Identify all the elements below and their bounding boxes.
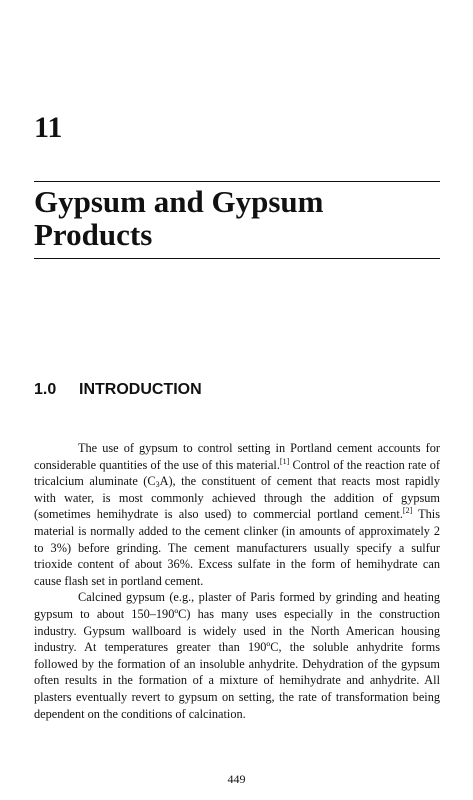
- body-text: [34, 440, 440, 722]
- title-rule-bottom: [34, 258, 440, 259]
- chapter-title: Gypsum and Gypsum Products: [34, 184, 324, 252]
- reference-2[interactable]: [2]: [402, 506, 413, 516]
- paragraph-1: [34, 440, 440, 589]
- p1-sentence-2b: A), the constituent of cement that reacts most rapidly with water, is most commonly achieved through the addition of gypsum (sometimes hemihydrate is also used) to commercial portland cement.: [34, 474, 440, 522]
- paragraph-2: Calcined gypsum (e.g., plaster of Paris formed by grinding and heating gypsum to about 150–190ºC) has many uses especially in the construction industry. Gypsum wallboard is widely used in the North American housing industry. At temperatures greater than 190ºC, the soluble anhydrite forms followed by the formation of an insoluble anhydrite. Dehydration of the gypsum often results in the formation of a mixture of hemihydrate and anhydrite. All plasters eventually revert to gypsum on setting, the rate of transformation being dependent on the conditions of calcination.: [34, 590, 440, 721]
- reference-1[interactable]: [1]: [279, 456, 290, 466]
- title-rule-top: [34, 181, 440, 182]
- section-number: 1.0: [34, 381, 57, 398]
- p1-sentence-2a: Control of the reaction rate of tricalcium aluminate (C: [34, 457, 440, 489]
- section-title: INTRODUCTION: [79, 381, 202, 398]
- section-heading: [34, 380, 202, 400]
- p1-sentence-1: The use of gypsum to control setting in Portland cement accounts for considerable quantities of the use of this material.: [34, 441, 440, 472]
- chapter-number: 11: [34, 111, 63, 144]
- page-number: 449: [227, 772, 246, 786]
- p1-sentence-3: This material is normally added to the cement clinker (in amounts of approximately 2 to 3%) before grinding. The cement manufacturers usually specify a sulfur trioxide content of about 36%. Excess sulfate in the form of hemihydrate can cause flash set in portland cement.: [34, 507, 440, 588]
- subscript-3: 3: [155, 480, 160, 490]
